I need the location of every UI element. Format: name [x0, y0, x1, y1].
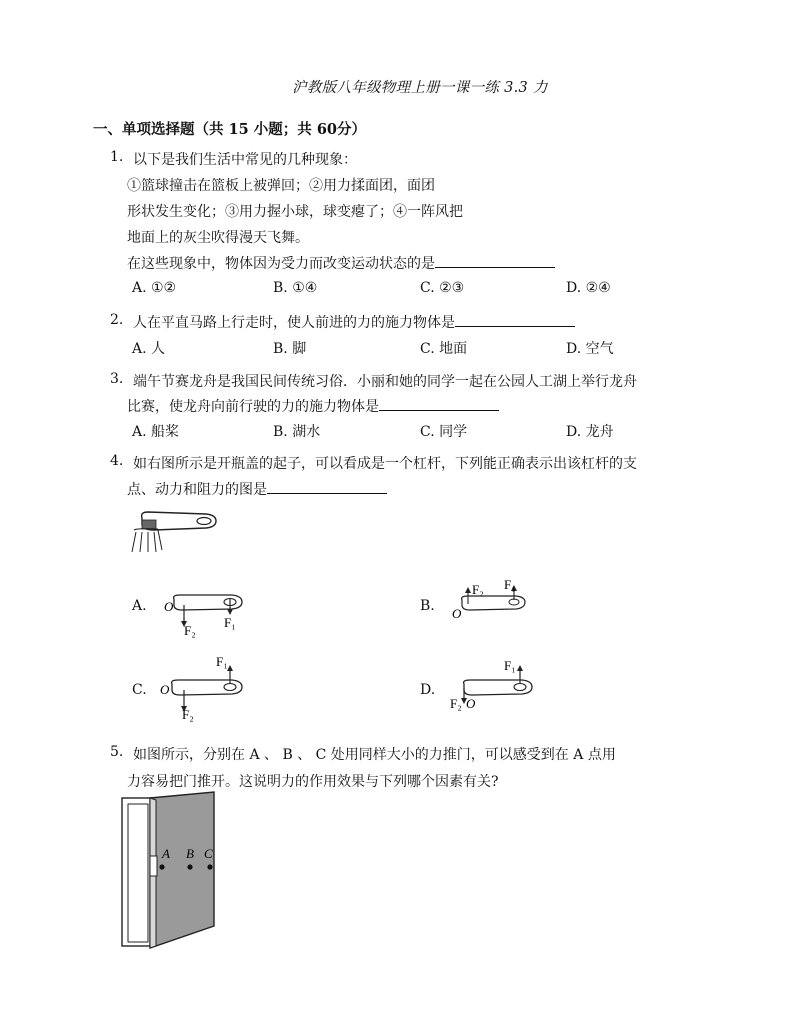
door-point-label: B: [186, 846, 194, 861]
q3-number: 3.: [110, 371, 124, 387]
q4-option-b: B.: [420, 598, 435, 614]
q3-option-d: D. 龙舟: [566, 424, 614, 440]
q5-line: 如图所示，分别在 A 、 B 、 C 处用同样大小的力推门，可以感受到在 A 点用: [133, 747, 616, 763]
pivot-label: O: [160, 682, 170, 697]
force-label: F₂: [450, 696, 462, 711]
q4-option-d: D.: [420, 682, 436, 698]
q4-line: 如右图所示是开瓶盖的起子，可以看成是一个杠杆，下列能正确表示出该杠杆的支: [133, 456, 637, 472]
answer-blank: [379, 396, 499, 411]
q1-line: ①篮球撞击在篮板上被弹回；②用力揉面团，面团: [127, 178, 435, 194]
q3-option-a: A. 船桨: [132, 424, 180, 440]
door-point-label: C: [204, 846, 213, 861]
q2-option-b: B. 脚: [273, 341, 307, 357]
q1-option-d: D. ②④: [566, 280, 611, 296]
force-label: F₁: [224, 615, 236, 630]
force-label: F₁: [504, 658, 516, 673]
q4-line-with-blank: [127, 479, 387, 499]
lever-diagram-d: [446, 656, 546, 716]
q1-line-with-blank: [127, 253, 555, 273]
q1-option-c: C. ②③: [420, 280, 465, 296]
q3-line-with-blank: [127, 396, 499, 416]
q2-option-d: D. 空气: [566, 341, 614, 357]
q2-line-with-blank: [133, 312, 575, 332]
q3-option-b: B. 湖水: [273, 424, 321, 440]
pivot-label: O: [452, 606, 462, 621]
q1-line: 以下是我们生活中常见的几种现象：: [133, 152, 357, 168]
q4-prompt: 点、动力和阻力的图是: [127, 482, 267, 498]
q2-prompt: 人在平直马路上行走时，使人前进的力的施力物体是: [133, 315, 455, 331]
q1-number: 1.: [110, 149, 124, 165]
q5-line: 力容易把门推开。这说明力的作用效果与下列哪个因素有关?: [127, 774, 499, 790]
answer-blank: [435, 253, 555, 268]
bottle-opener-figure: [128, 508, 228, 558]
force-label: F₁: [216, 654, 228, 669]
q1-line: 形状发生变化；③用力握小球，球变瘪了；④一阵风把: [127, 204, 463, 220]
q3-line: 端午节赛龙舟是我国民间传统习俗．小丽和她的同学一起在公园人工湖上举行龙舟: [133, 374, 637, 390]
q4-option-c: C.: [132, 682, 147, 698]
lever-diagram-a: [160, 585, 260, 638]
lever-diagram-b: [448, 578, 538, 623]
q1-prompt: 在这些现象中，物体因为受力而改变运动状态的是: [127, 256, 435, 272]
door-figure: [120, 790, 220, 948]
q1-line: 地面上的灰尘吹得漫天飞舞。: [127, 230, 309, 246]
q4-option-a: A.: [132, 598, 147, 614]
section-heading: 一、单项选择题（共 15 小题；共 60分）: [93, 121, 366, 138]
lever-diagram-c: [156, 652, 256, 722]
answer-blank: [267, 479, 387, 494]
q2-option-a: A. 人: [132, 341, 166, 357]
door-point-label: A: [162, 846, 170, 861]
q5-number: 5.: [110, 744, 124, 760]
q4-number: 4.: [110, 453, 124, 469]
q1-option-b: B. ①④: [273, 280, 318, 296]
q2-option-c: C. 地面: [420, 341, 468, 357]
q1-option-a: A. ①②: [132, 280, 177, 296]
force-label: F₂: [182, 707, 194, 722]
force-label: F₂: [472, 582, 484, 597]
pivot-label: O: [466, 696, 476, 711]
q3-option-c: C. 同学: [420, 424, 468, 440]
answer-blank: [455, 312, 575, 327]
pivot-label: O: [164, 599, 174, 614]
q2-number: 2.: [110, 312, 124, 328]
force-label: F₂: [184, 623, 196, 638]
force-label: F₁: [504, 577, 516, 592]
q3-prompt: 比赛，使龙舟向前行驶的力的施力物体是: [127, 399, 379, 415]
page-title: 沪教版八年级物理上册一课一练 3.3 力: [292, 80, 548, 96]
